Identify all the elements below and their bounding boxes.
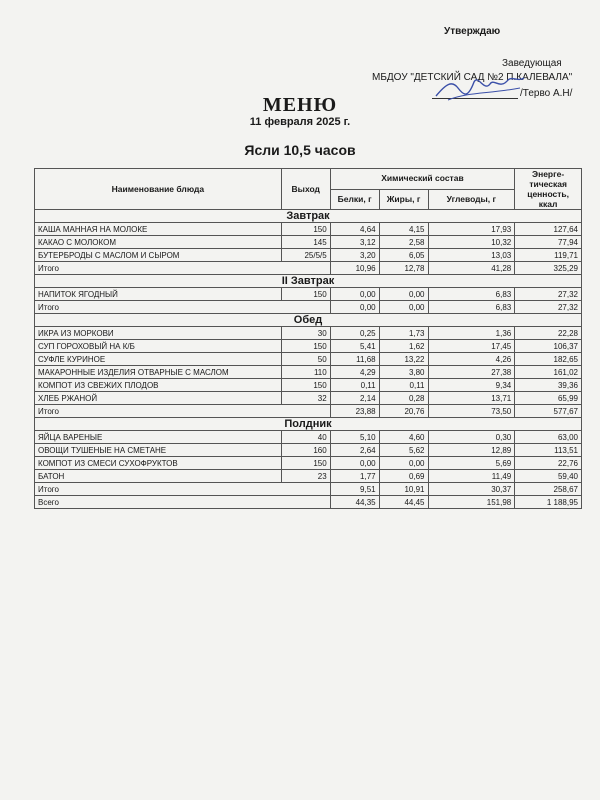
dish-energy: 113,51	[515, 444, 582, 457]
dish-output: 40	[281, 431, 330, 444]
header-carbs: Углеводы, г	[428, 189, 515, 210]
header-energy-l1: Энерге-	[532, 169, 565, 179]
dish-fat: 0,00	[379, 457, 428, 470]
header-energy-l3: ценность,	[527, 189, 569, 199]
total-protein: 9,51	[330, 483, 379, 496]
dish-carbs: 9,34	[428, 379, 515, 392]
dish-fat: 5,62	[379, 444, 428, 457]
dish-energy: 77,94	[515, 236, 582, 249]
dish-energy: 182,65	[515, 353, 582, 366]
dish-output: 160	[281, 444, 330, 457]
dish-energy: 63,00	[515, 431, 582, 444]
dish-name: КОМПОТ ИЗ СМЕСИ СУХОФРУКТОВ	[35, 457, 282, 470]
dish-name: КАША МАННАЯ НА МОЛОКЕ	[35, 223, 282, 236]
total-protein: 10,96	[330, 262, 379, 275]
dish-carbs: 4,26	[428, 353, 515, 366]
dish-protein: 11,68	[330, 353, 379, 366]
table-row	[35, 353, 582, 366]
dish-fat: 4,60	[379, 431, 428, 444]
dish-name: БУТЕРБРОДЫ С МАСЛОМ И СЫРОМ	[35, 249, 282, 262]
total-protein: 0,00	[330, 301, 379, 314]
grand-total-row	[35, 496, 582, 509]
dish-energy: 22,28	[515, 327, 582, 340]
table-row	[35, 288, 582, 301]
dish-protein: 5,41	[330, 340, 379, 353]
dish-output: 32	[281, 392, 330, 405]
dish-protein: 2,64	[330, 444, 379, 457]
dish-carbs: 13,71	[428, 392, 515, 405]
dish-fat: 1,62	[379, 340, 428, 353]
approve-label: Утверждаю	[444, 26, 501, 37]
dish-energy: 27,32	[515, 288, 582, 301]
dish-output: 150	[281, 379, 330, 392]
total-row	[35, 301, 582, 314]
total-carbs: 6,83	[428, 301, 515, 314]
total-label: Итого	[35, 483, 331, 496]
grand-total-energy: 1 188,95	[515, 496, 582, 509]
dish-output: 150	[281, 223, 330, 236]
dish-protein: 3,20	[330, 249, 379, 262]
dish-energy: 119,71	[515, 249, 582, 262]
table-row	[35, 327, 582, 340]
grand-total-carbs: 151,98	[428, 496, 515, 509]
total-carbs: 41,28	[428, 262, 515, 275]
head-organization: МБДОУ "ДЕТСКИЙ САД №2 П.КАЛЕВАЛА"	[372, 72, 573, 83]
header-energy-l4: ккал	[538, 199, 558, 209]
total-carbs: 73,50	[428, 405, 515, 418]
table-row	[35, 392, 582, 405]
dish-carbs: 12,89	[428, 444, 515, 457]
dish-output: 145	[281, 236, 330, 249]
dish-fat: 2,58	[379, 236, 428, 249]
total-energy: 258,67	[515, 483, 582, 496]
dish-carbs: 27,38	[428, 366, 515, 379]
dish-output: 23	[281, 470, 330, 483]
grand-total-fat: 44,45	[379, 496, 428, 509]
table-row	[35, 470, 582, 483]
dish-protein: 0,25	[330, 327, 379, 340]
dish-protein: 5,10	[330, 431, 379, 444]
total-carbs: 30,37	[428, 483, 515, 496]
section-title: Обед	[35, 314, 582, 327]
menu-date: 11 февраля 2025 г.	[249, 116, 351, 128]
total-protein: 23,88	[330, 405, 379, 418]
table-row	[35, 379, 582, 392]
menu-body	[35, 210, 582, 509]
total-fat: 0,00	[379, 301, 428, 314]
head-name: /Терво А.Н/	[520, 88, 573, 99]
dish-energy: 59,40	[515, 470, 582, 483]
header-energy	[515, 169, 582, 210]
section-header	[35, 418, 582, 431]
dish-carbs: 10,32	[428, 236, 515, 249]
header-output: Выход	[281, 169, 330, 210]
section-title: Полдник	[35, 418, 582, 431]
dish-protein: 1,77	[330, 470, 379, 483]
dish-name: ХЛЕБ РЖАНОЙ	[35, 392, 282, 405]
dish-energy: 106,37	[515, 340, 582, 353]
head-role: Заведующая	[502, 58, 562, 69]
dish-name: НАПИТОК ЯГОДНЫЙ	[35, 288, 282, 301]
dish-protein: 4,64	[330, 223, 379, 236]
total-label: Итого	[35, 301, 331, 314]
total-fat: 12,78	[379, 262, 428, 275]
header-chem: Химический состав	[330, 169, 515, 190]
dish-name: МАКАРОННЫЕ ИЗДЕЛИЯ ОТВАРНЫЕ С МАСЛОМ	[35, 366, 282, 379]
section-header	[35, 275, 582, 288]
dish-carbs: 13,03	[428, 249, 515, 262]
dish-energy: 127,64	[515, 223, 582, 236]
menu-table	[34, 168, 582, 509]
header-name: Наименование блюда	[35, 169, 282, 210]
table-row	[35, 431, 582, 444]
dish-output: 30	[281, 327, 330, 340]
section-header	[35, 210, 582, 223]
dish-name: КОМПОТ ИЗ СВЕЖИХ ПЛОДОВ	[35, 379, 282, 392]
dish-output: 50	[281, 353, 330, 366]
total-label: Итого	[35, 405, 331, 418]
dish-fat: 0,69	[379, 470, 428, 483]
dish-carbs: 6,83	[428, 288, 515, 301]
dish-output: 110	[281, 366, 330, 379]
total-energy: 577,67	[515, 405, 582, 418]
dish-name: КАКАО С МОЛОКОМ	[35, 236, 282, 249]
dish-protein: 2,14	[330, 392, 379, 405]
table-row	[35, 457, 582, 470]
section-title: Завтрак	[35, 210, 582, 223]
dish-fat: 0,00	[379, 288, 428, 301]
table-row	[35, 223, 582, 236]
dish-carbs: 0,30	[428, 431, 515, 444]
dish-name: БАТОН	[35, 470, 282, 483]
dish-fat: 6,05	[379, 249, 428, 262]
dish-output: 150	[281, 288, 330, 301]
dish-protein: 4,29	[330, 366, 379, 379]
dish-fat: 4,15	[379, 223, 428, 236]
dish-protein: 0,00	[330, 288, 379, 301]
total-row	[35, 483, 582, 496]
section-title: II Завтрак	[35, 275, 582, 288]
total-fat: 20,76	[379, 405, 428, 418]
section-header	[35, 314, 582, 327]
dish-name: ЯЙЦА ВАРЕНЫЕ	[35, 431, 282, 444]
total-row	[35, 262, 582, 275]
table-row	[35, 444, 582, 457]
grand-total-protein: 44,35	[330, 496, 379, 509]
dish-name: ИКРА ИЗ МОРКОВИ	[35, 327, 282, 340]
dish-name: ОВОЩИ ТУШЕНЫЕ НА СМЕТАНЕ	[35, 444, 282, 457]
dish-output: 150	[281, 457, 330, 470]
dish-protein: 3,12	[330, 236, 379, 249]
table-row	[35, 340, 582, 353]
dish-energy: 39,36	[515, 379, 582, 392]
total-energy: 325,29	[515, 262, 582, 275]
table-row	[35, 236, 582, 249]
dish-fat: 1,73	[379, 327, 428, 340]
dish-name: СУФЛЕ КУРИНОЕ	[35, 353, 282, 366]
group-title: Ясли 10,5 часов	[244, 142, 356, 158]
dish-energy: 22,76	[515, 457, 582, 470]
total-energy: 27,32	[515, 301, 582, 314]
dish-fat: 0,28	[379, 392, 428, 405]
dish-output: 150	[281, 340, 330, 353]
page-title: МЕНЮ	[262, 94, 338, 116]
dish-carbs: 1,36	[428, 327, 515, 340]
dish-protein: 0,11	[330, 379, 379, 392]
dish-carbs: 17,93	[428, 223, 515, 236]
dish-name: СУП ГОРОХОВЫЙ НА К/Б	[35, 340, 282, 353]
dish-energy: 65,99	[515, 392, 582, 405]
dish-energy: 161,02	[515, 366, 582, 379]
dish-carbs: 17,45	[428, 340, 515, 353]
header-fat: Жиры, г	[379, 189, 428, 210]
total-label: Итого	[35, 262, 331, 275]
dish-fat: 3,80	[379, 366, 428, 379]
dish-carbs: 11,49	[428, 470, 515, 483]
dish-protein: 0,00	[330, 457, 379, 470]
total-fat: 10,91	[379, 483, 428, 496]
header-protein: Белки, г	[330, 189, 379, 210]
header-energy-l2: тическая	[529, 179, 567, 189]
grand-total-label: Всего	[35, 496, 331, 509]
total-row	[35, 405, 582, 418]
table-row	[35, 366, 582, 379]
dish-fat: 0,11	[379, 379, 428, 392]
dish-fat: 13,22	[379, 353, 428, 366]
table-row	[35, 249, 582, 262]
dish-output: 25/5/5	[281, 249, 330, 262]
dish-carbs: 5,69	[428, 457, 515, 470]
